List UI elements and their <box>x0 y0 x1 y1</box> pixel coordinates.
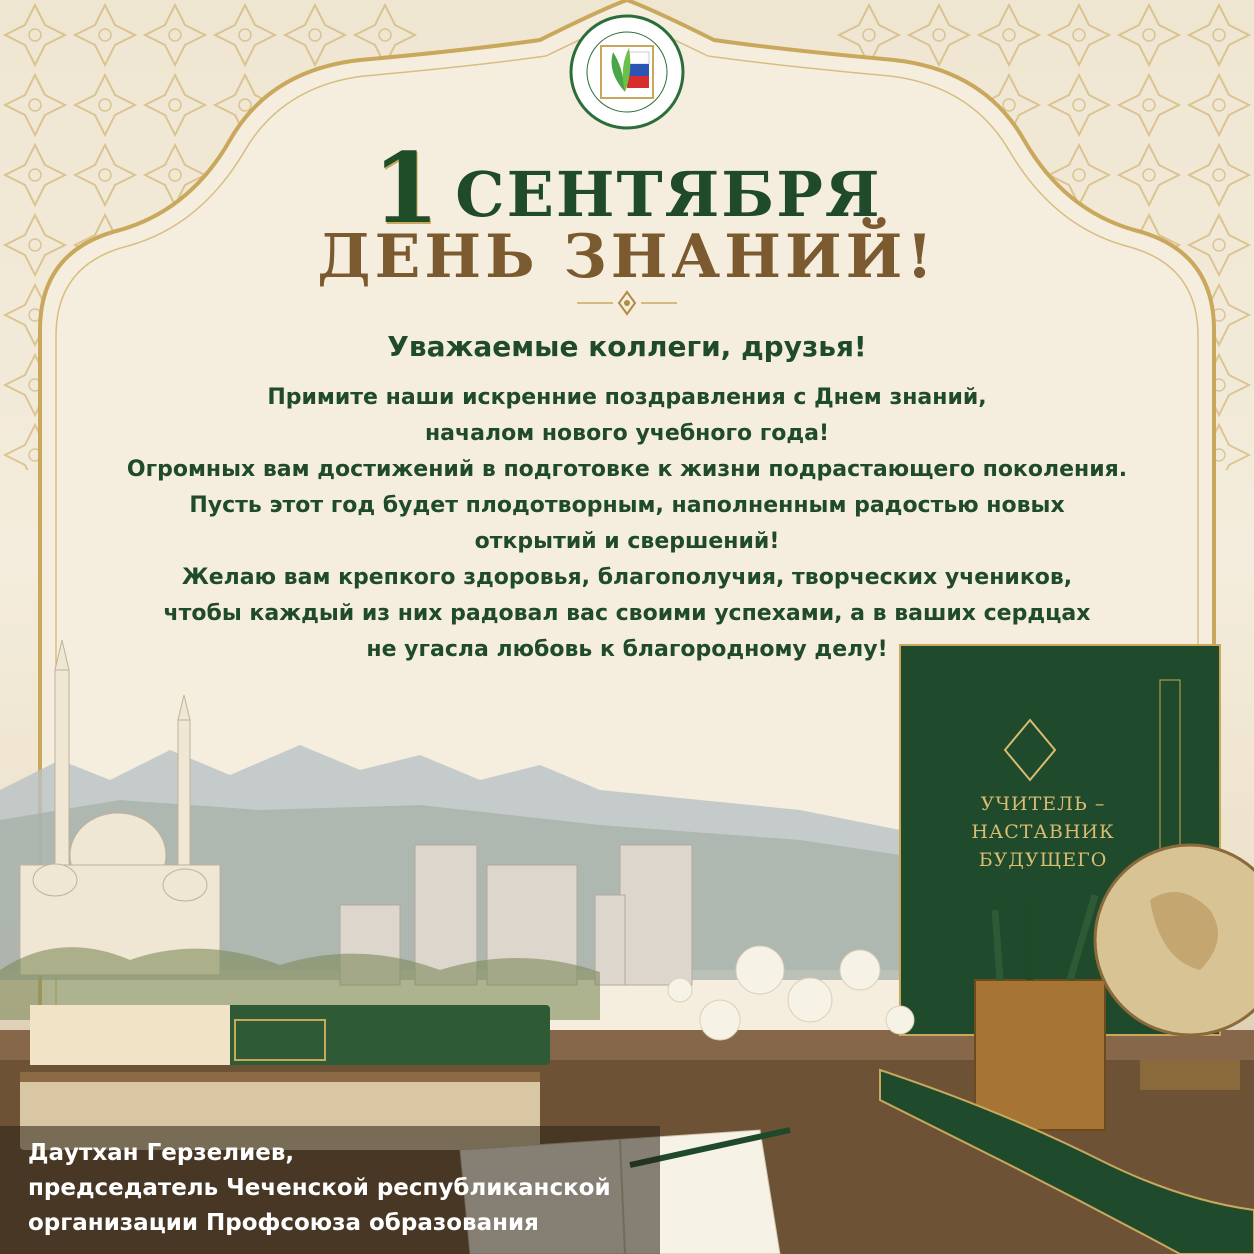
signature-organization: организации Профсоюза образования <box>28 1210 539 1236</box>
book-cover-title <box>938 790 1148 874</box>
message-line: чтобы каждый из них радовал вас своими успехами, а в ваших сердцах <box>163 601 1091 626</box>
signature-position: председатель Чеченской республиканской <box>28 1175 611 1201</box>
headline-number: 1 <box>372 132 442 245</box>
message-line: Желаю вам крепкого здоровья, благополучия, творческих учеников, <box>181 565 1073 590</box>
signature-name: Даутхан Герзелиев, <box>28 1140 295 1166</box>
book-title-line: УЧИТЕЛЬ – <box>980 793 1106 815</box>
message-line: началом нового учебного года! <box>424 421 830 446</box>
congratulation-message <box>0 380 1254 668</box>
ornament-divider-icon <box>577 288 677 318</box>
headline-month: СЕНТЯБРЯ <box>455 158 882 231</box>
signature-block <box>0 1126 660 1254</box>
greeting-line: Уважаемые коллеги, друзья! <box>387 330 867 363</box>
headline-holiday: ДЕНЬ ЗНАНИЙ! <box>317 222 937 292</box>
book-title-line: БУДУЩЕГО <box>978 849 1108 871</box>
message-line: Огромных вам достижений в подготовке к жизни подрастающего поколения. <box>126 457 1128 482</box>
message-line: открытий и свершений! <box>474 529 780 554</box>
message-line: Примите наши искренние поздравления с Днем знаний, <box>267 385 987 410</box>
message-line: Пусть этот год будет плодотворным, наполненным радостью новых <box>189 493 1065 518</box>
union-logo-icon <box>567 12 687 132</box>
book-title-line: НАСТАВНИК <box>971 821 1115 843</box>
message-line: не угасла любовь к благородному делу! <box>366 637 888 662</box>
